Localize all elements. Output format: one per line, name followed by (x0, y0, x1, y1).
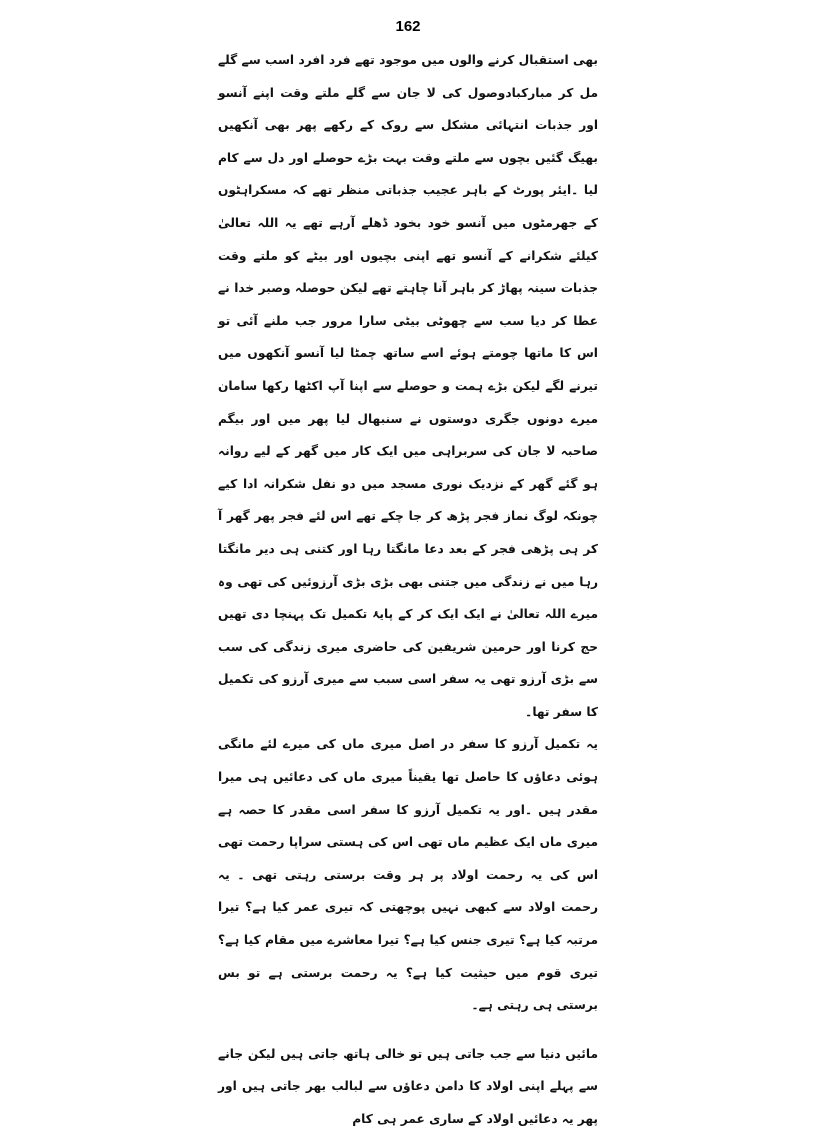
paragraph-3: مائیں دنیا سے جب جاتی ہیں تو خالی ہاتھ جاتی ہیں لیکن جانے سے پہلے اپنی اولاد کا دامن دعاؤں سے لبالب بھر جاتی ہیں اور پھر یہ دعائیں اولاد کے ساری عمر ہی کام (218, 1046, 598, 1126)
paragraph-1: بھی استقبال کرنے والوں میں موجود تھے فرد افرد اسب سے گلے مل کر مبارکبادوصول کی لا جان سے گلے ملتے وقت اپنے آنسو اور جذبات انتہائی مشکل سے روک کے رکھے پھر بھی آنکھیں بھیگ گئیں بچوں سے ملتے وقت بہت بڑے حوصلے اور دل سے کام لیا ۔ایئر پورٹ کے باہر عجیب جذباتی منظر تھے کہ مسکراہٹوں کے جھرمٹوں میں آنسو خود بخود ڈھلے آرہے تھے یہ اللہ تعالیٰ کیلئے شکرانے کے آنسو تھے اپنی بچیوں اور بیٹے کو ملتے وقت جذبات سینہ پھاڑ کر باہر آنا چاہتے تھے لیکن حوصلہ وصبر خدا نے عطا کر دیا سب سے چھوٹی بیٹی سارا مرور جب ملنے آئی تو اس کا ماتھا چومتے ہوئے اسے ساتھ چمٹا لیا آنسو آنکھوں میں تیرنے لگے لیکن بڑے ہمت و حوصلے سے اپنا آپ اکٹھا رکھا سامان میرے دونوں جگری دوستوں نے سنبھال لیا پھر میں اور بیگم صاحبہ لا جان کی سربراہی میں ایک کار میں گھر کے لیے روانہ ہو گئے گھر کے نزدیک نوری مسجد میں دو نفل شکرانہ ادا کیے چونکہ لوگ نماز فجر پڑھ کر جا چکے تھے اس لئے فجر پھر گھر آ کر ہی پڑھی فجر کے بعد دعا مانگتا رہا اور کتنی ہی دیر مانگتا رہا میں نے زندگی میں جتنی بھی بڑی بڑی آرزوئیں کی تھی وہ میرے اللہ تعالیٰ نے ایک ایک کر کے پایۂ تکمیل تک پہنچا دی تھیں حج کرنا اور حرمین شریفین کی حاضری میری زندگی کی سب سے بڑی آرزو تھی یہ سفر اسی سبب سے میری آرزو کی تکمیل کا سفر تھا۔ (218, 53, 598, 719)
page-number: 162 (395, 18, 421, 35)
paragraph-2: یہ تکمیل آرزو کا سفر در اصل میری ماں کی میرے لئے مانگی ہوئی دعاؤں کا حاصل تھا یقیناً میری ماں کی دعائیں ہی میرا مقدر ہیں ۔اور یہ تکمیل آرزو کا سفر اسی مقدر کا حصہ ہے میری ماں ایک عظیم ماں تھی اس کی ہستی سراپا رحمت تھی اس کی یہ رحمت اولاد پر ہر وقت برستی رہتی تھی ۔ یہ رحمت اولاد سے کبھی نہیں پوچھتی کہ تیری عمر کیا ہے؟ تیرا مرتبہ کیا ہے؟ تیری جنس کیا ہے؟ تیرا معاشرے میں مقام کیا ہے؟ تیری قوم میں حیثیت کیا ہے؟ یہ رحمت برستی ہے تو بس برستی ہی رہتی ہے۔ (218, 737, 598, 1013)
body-text (218, 44, 598, 1136)
